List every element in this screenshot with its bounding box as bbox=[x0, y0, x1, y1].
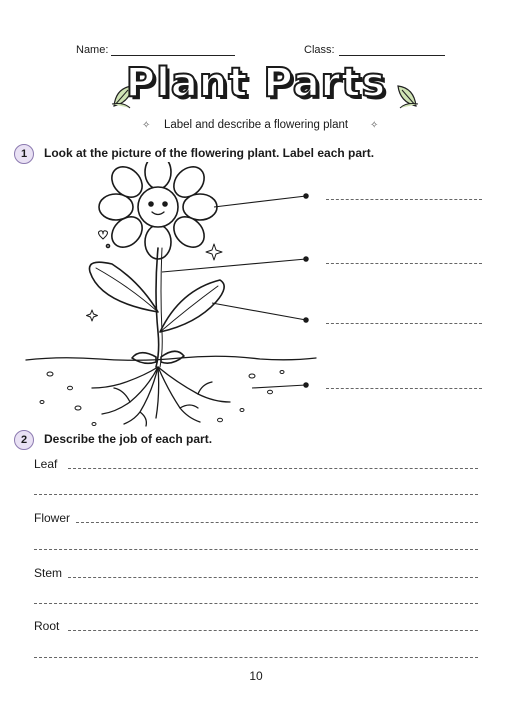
part-label-flower: Flower bbox=[34, 511, 71, 525]
label-answer-line-2[interactable] bbox=[326, 263, 482, 264]
leaf-answer-line-2[interactable] bbox=[34, 494, 478, 495]
part-label-root: Root bbox=[34, 619, 60, 633]
leaf-answer-line-1[interactable] bbox=[68, 468, 478, 469]
root-answer-line-1[interactable] bbox=[68, 630, 478, 631]
stem-answer-line-1[interactable] bbox=[68, 577, 478, 578]
sparkle-left-icon: ✧ bbox=[142, 120, 151, 131]
question-2-number: 2 bbox=[14, 430, 34, 450]
page-title: Plant Parts bbox=[125, 60, 387, 106]
flower-answer-line-2[interactable] bbox=[34, 549, 478, 550]
flower-answer-line-1[interactable] bbox=[76, 522, 478, 523]
question-2-text: Describe the job of each part. bbox=[44, 432, 213, 446]
label-answer-line-4[interactable] bbox=[326, 388, 482, 389]
part-label-stem: Stem bbox=[34, 566, 63, 580]
question-1-number: 1 bbox=[14, 144, 34, 164]
sparkle-right-icon: ✧ bbox=[370, 120, 379, 131]
stem-answer-line-2[interactable] bbox=[34, 603, 478, 604]
question-1-text: Look at the picture of the flowering plant. Label each part. bbox=[44, 146, 375, 160]
label-answer-line-1[interactable] bbox=[326, 199, 482, 200]
root-answer-line-2[interactable] bbox=[34, 657, 478, 658]
class-label: Class: bbox=[304, 44, 335, 56]
part-label-leaf: Leaf bbox=[34, 457, 58, 471]
label-answer-line-3[interactable] bbox=[326, 323, 482, 324]
page-number: 10 bbox=[249, 669, 263, 683]
page-subtitle: Label and describe a flowering plant bbox=[163, 119, 349, 131]
name-label: Name: bbox=[76, 44, 109, 56]
